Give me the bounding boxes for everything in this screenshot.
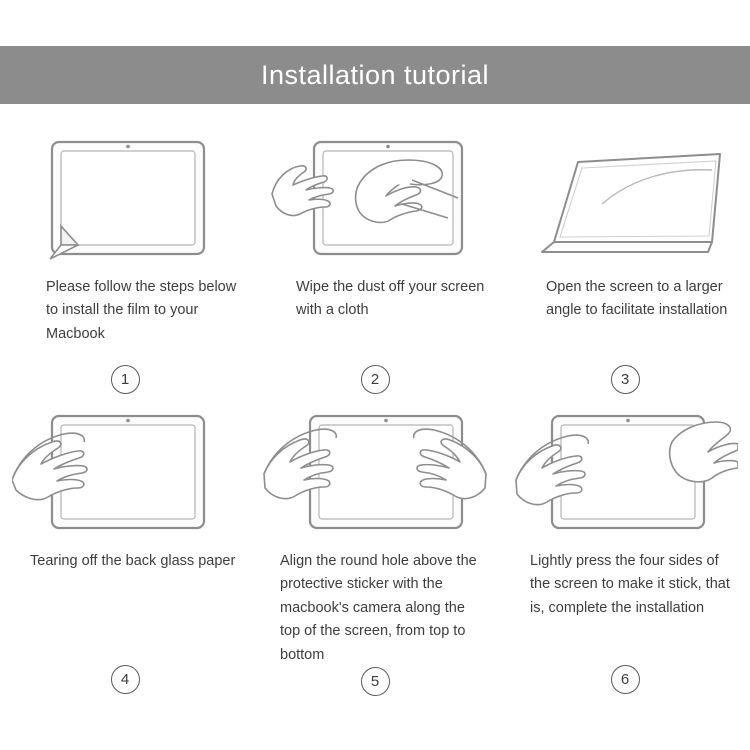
step-number: 3 (611, 365, 640, 394)
step-number-wrap (512, 665, 738, 694)
step-number-wrap (512, 365, 738, 394)
step-card-1 (0, 126, 250, 400)
step-caption: Wipe the dust off your screen with a cloth (296, 279, 485, 319)
laptop-open-angle-icon (512, 134, 738, 264)
step-card-6 (500, 400, 750, 700)
step-number: 6 (611, 665, 640, 694)
step-card-5 (250, 400, 500, 700)
step-number-wrap (262, 667, 488, 696)
step-number-wrap (262, 365, 488, 394)
steps-grid (0, 126, 750, 700)
step-number: 5 (361, 667, 390, 696)
laptop-screen-with-film-peel-icon (12, 134, 238, 264)
hands-pressing-screen-edges-icon (512, 408, 738, 538)
step-number: 4 (111, 665, 140, 694)
step-card-3 (500, 126, 750, 400)
hand-peeling-back-paper-icon (12, 408, 238, 538)
step-card-2 (250, 126, 500, 400)
step-caption: Please follow the steps below to install the film to your Macbook (46, 279, 237, 342)
hand-wiping-screen-with-cloth-icon (262, 134, 488, 264)
page-title: Installation tutorial (260, 59, 490, 90)
step-caption: Tearing off the back glass paper (30, 553, 236, 569)
header-banner (0, 46, 750, 104)
step-caption: Lightly press the four sides of the screen to make it stick, that is, complete the installation (530, 553, 730, 616)
step-number: 1 (111, 365, 140, 394)
step-number-wrap (12, 365, 238, 394)
step-number-wrap (12, 665, 238, 694)
step-caption: Open the screen to a larger angle to facilitate installation (546, 279, 728, 319)
step-number: 2 (361, 365, 390, 394)
two-hands-aligning-film-icon (262, 408, 488, 538)
step-card-4 (0, 400, 250, 700)
step-caption: Align the round hole above the protective sticker with the macbook's camera along the top of the screen, from top to bottom (280, 553, 477, 663)
